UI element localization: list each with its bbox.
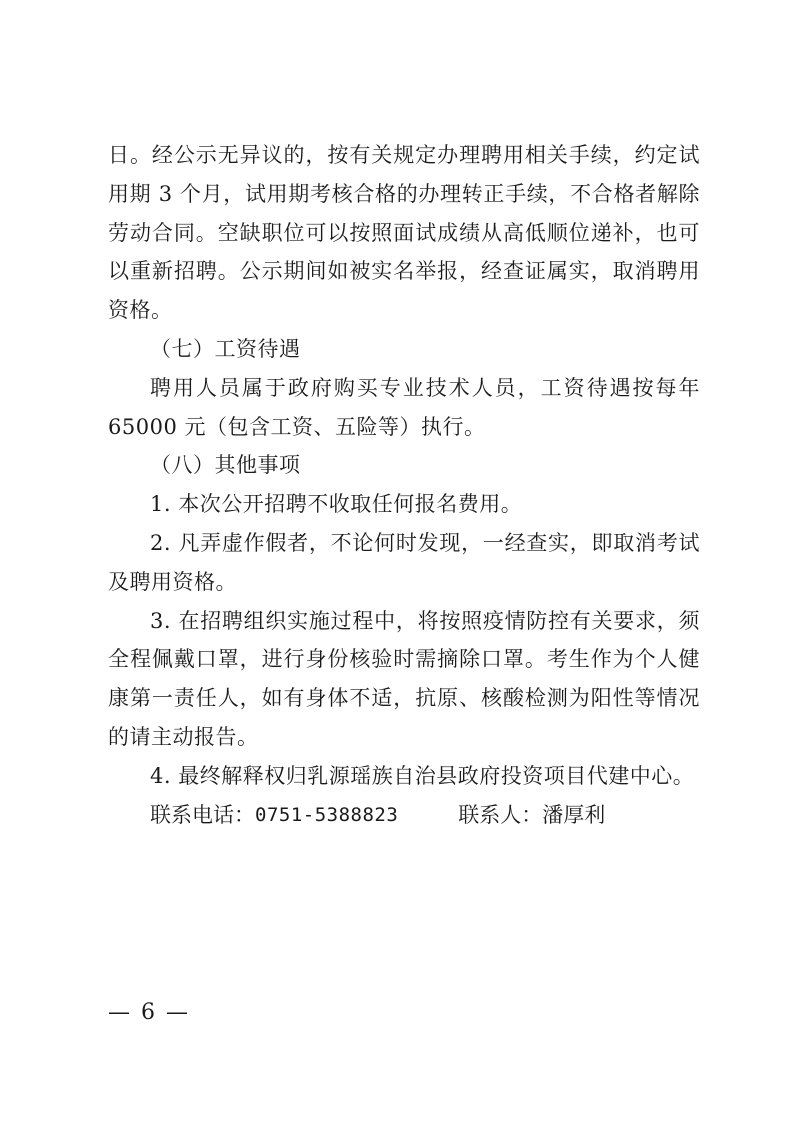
item-no-fee: 1. 本次公开招聘不收取任何报名费用。 (150, 492, 523, 517)
page-number: — 6 — (108, 1000, 190, 1025)
document-body (108, 136, 700, 834)
contact-person: 联系人：潘厚利 (458, 802, 606, 827)
item-epidemic: 3. 在招聘组织实施过程中，将按照疫情防控有关要求，须全程佩戴口罩，进行身份核验时需摘除口罩。考生作为个人健康第一责任人，如有身体不适，抗原、核酸检测为阳性等情况的请主动报告。 (108, 608, 700, 749)
item-fraud: 2. 凡弄虚作假者，不论何时发现，一经查实，即取消考试及聘用资格。 (108, 530, 700, 594)
contact-phone-label: 联系电话： (150, 802, 255, 827)
contact-line (108, 796, 700, 835)
heading-salary: （七）工资待遇 (150, 336, 301, 361)
heading-other-matters: （八）其他事项 (150, 453, 301, 478)
contact-phone-value: 0751-5388823 (255, 803, 399, 826)
paragraph-salary: 聘用人员属于政府购买专业技术人员，工资待遇按每年65000 元（包含工资、五险等）执行。 (108, 375, 700, 439)
paragraph-trial-period: 日。经公示无异议的，按有关规定办理聘用相关手续，约定试用期 3 个月，试用期考核合格的办理转正手续，不合格者解除劳动合同。空缺职位可以按照面试成绩从高低顺位递补，也可以重新招聘。公示期间如被实名举报，经查证属实，取消聘用资格。 (108, 143, 700, 323)
item-interpretation: 4. 最终解释权归乳源瑶族自治县政府投资项目代建中心。 (150, 763, 695, 788)
